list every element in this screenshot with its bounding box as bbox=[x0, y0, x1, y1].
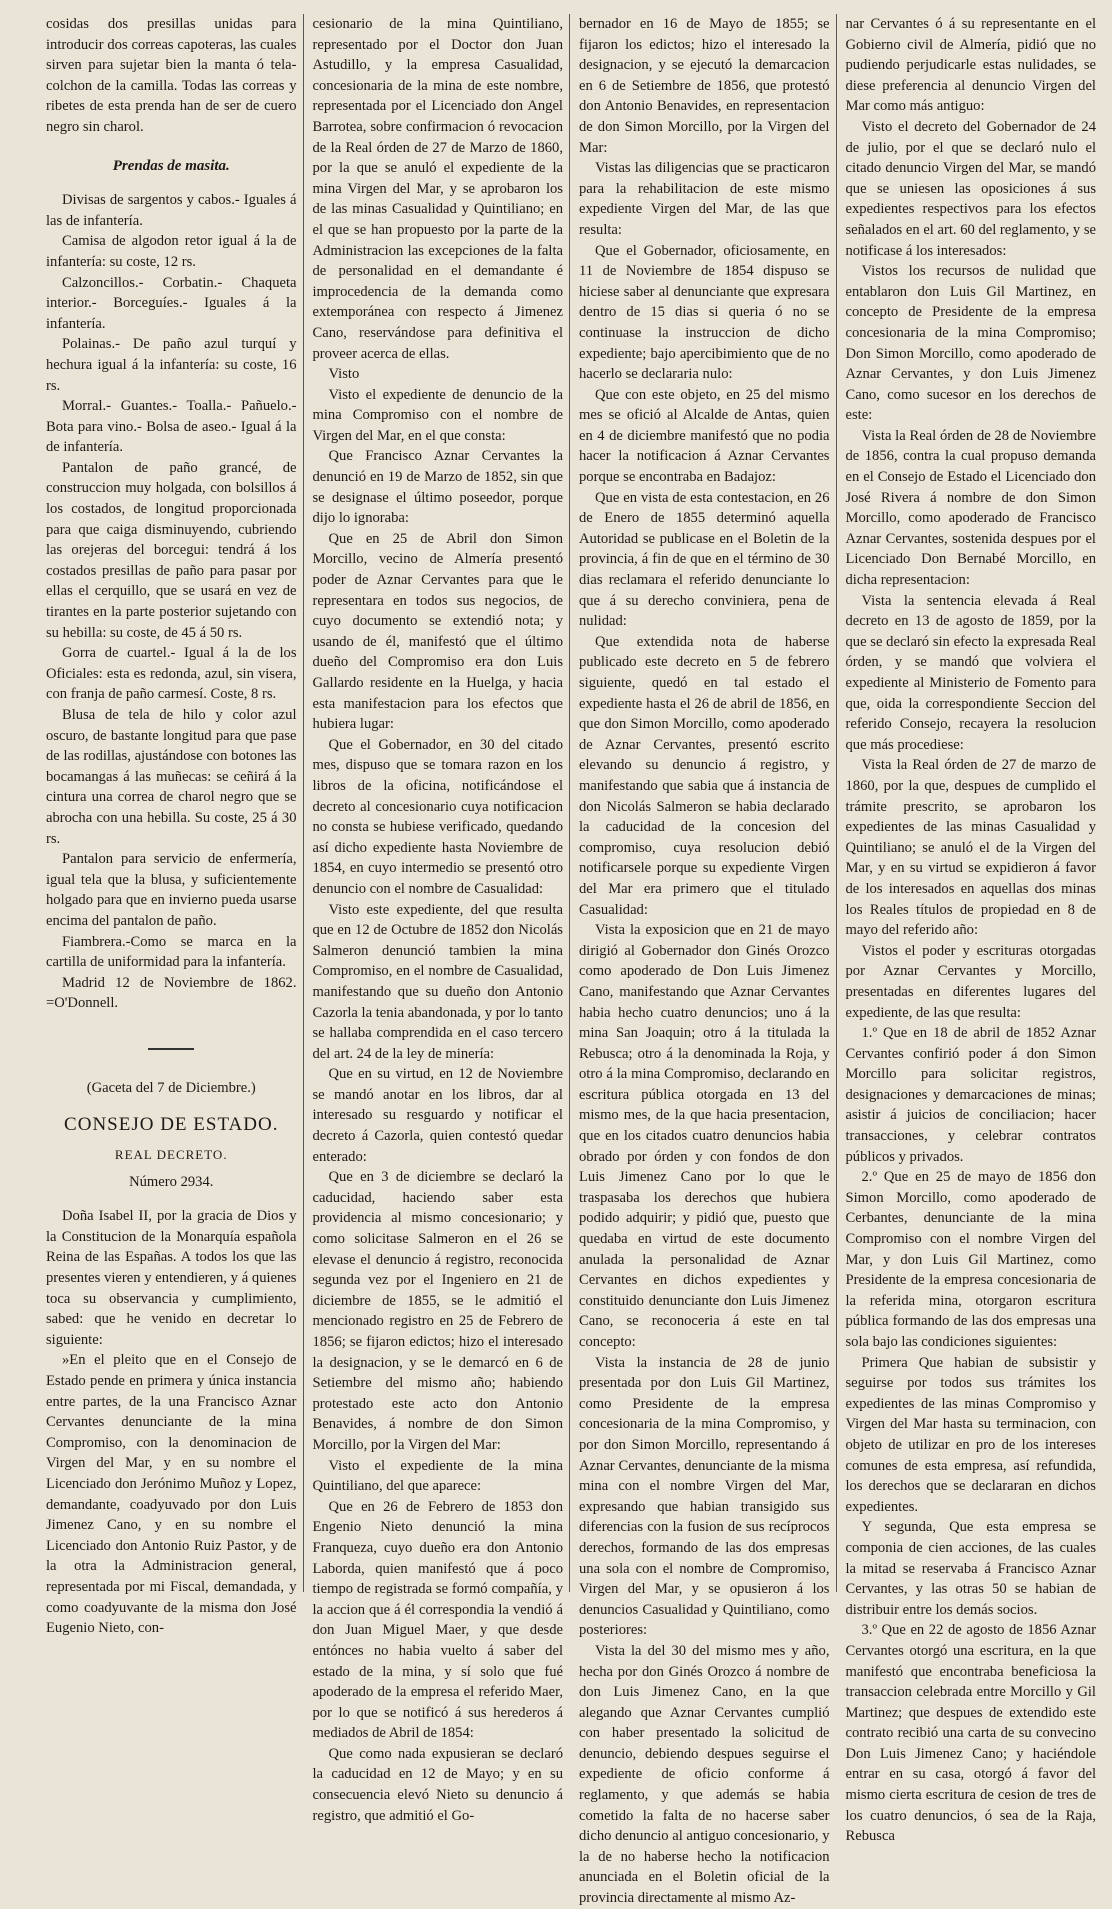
paragraph: Vista la instancia de 28 de junio presentada por don Luis Gil Martinez, como Presidente de la empresa concesionaria de la mina Compromiso, y por don Simon Morcillo, representando á Aznar Cervantes, denunciante de la misma mina con el nombre Virgen del Mar, expresando que habian transigido sus diferencias con la fusion de sus recíprocos derechos, formando de las dos empresas una sola con el nombre de Compromiso, Virgen del Mar, y se opusieron á los denuncios Casualidad y Quintiliano, como posteriores: bbox=[579, 1354, 830, 1639]
section-title: CONSEJO DE ESTADO. bbox=[64, 1113, 279, 1135]
paragraph: nar Cervantes ó á su representante en el Gobierno civil de Almería, pidió que no pudiendo perjudicarle estas nulidades, se diese preferencia al denuncio Virgen del Mar como más antiguo: bbox=[845, 16, 1096, 115]
paragraph: Visto este expediente, del que resulta que en 12 de Octubre de 1852 don Nicolás Salmeron denunció tambien la mina Compromiso, en el nombre de Casualidad, manifestando que su dueño don Antonio Cazorla la tenia abandonada, y por lo tanto se hallaba comprendida en el caso tercero del art. 24 de la ley de minería: bbox=[312, 901, 563, 1062]
paragraph: Que con este objeto, en 25 del mismo mes se ofició al Alcalde de Antas, quien en 4 de diciembre manifestó que no podia hacer la notificacion á Aznar Cervantes porque se encontraba en Badajoz: bbox=[579, 386, 830, 486]
signature-line: Madrid 12 de Noviembre de 1862. =O'Donnell. bbox=[46, 974, 297, 1012]
paragraph: cosidas dos presillas unidas para introducir dos correas capoteras, las cuales sirven para sujetar bien la manta ó tela-colchon de la camilla. Todas las correas y ribetes de esta prenda han de ser de cuero negro sin charol. bbox=[46, 16, 297, 135]
paragraph: Vistas las diligencias que se practicaron para la rehabilitacion de este mismo expediente Virgen del Mar, de las que resulta: bbox=[579, 160, 830, 238]
column-1 bbox=[46, 14, 297, 1637]
paragraph: Vista la Real órden de 28 de Noviembre de 1856, contra la cual propuso demanda en el Consejo de Estado el Licenciado don José Rivera á nombre de don Simon Morcillo, como apoderado de Francisco Aznar Cervantes, sostenida despues por el Licenciado Don Bernabé Morcillo, en dicha representacion: bbox=[845, 427, 1096, 589]
paragraph: Que el Gobernador, en 30 del citado mes, dispuso que se tomara razon en los libros de la oficina, notificándose el decreto al concesionario cuya notificacion no consta se hubiese verificado, quedando así dicho expediente hasta Noviembre de 1854, en cuyo intermedio se presentó otro denuncio con el nombre de Casualidad: bbox=[312, 736, 563, 897]
paragraph: Morral.- Guantes.- Toalla.- Pañuelo.- Bota para vino.- Bolsa de aseo.- Igual á la de infantería. bbox=[46, 398, 297, 456]
decree-number: Número 2934. bbox=[129, 1173, 214, 1190]
paragraph: 3.º Que en 22 de agosto de 1856 Aznar Cervantes otorgó una escritura, en la que manifestó que encontraba beneficiosa la transaccion celebrada entre Morcillo y Gil Martinez; que despues de extendido este contrato recibió una carta de su convecino Don Luis Jimenez Cano; y haciéndole entrar en su casa, otorgó á favor del mismo cierta escritura de cesion de tres de los cuatro denuncios, ó sea de la Raja, Rebusca bbox=[845, 1622, 1096, 1845]
gaceta-reference: (Gaceta del 7 de Diciembre.) bbox=[86, 1079, 256, 1096]
paragraph: cesionario de la mina Quintiliano, representado por el Doctor don Juan Astudillo, y la empresa Casualidad, concesionaria de la mina de este nombre, representada por el Licenciado don Angel Barrotea, sobre confirmacion ó revocacion de la Real órden de 27 de Marzo de 1860, por la que se anuló el expediente de la mina Virgen del Mar, y se aprobaron los de las minas Casualidad y Quintiliano; en el que se han propuesto por la parte de la Administracion las excepciones de la falta de personalidad en el demandante é improcedencia de la demanda como extemporánea con respecto á Jimenez Cano, reservándose para definitiva el proveer acerca de ellas. bbox=[312, 16, 563, 362]
paragraph: Que en vista de esta contestacion, en 26 de Enero de 1855 determinó aquella Autoridad se publicase en el Boletin de la provincia, á fin de que en el término de 30 dias reclamara el referido denunciante lo que á su derecho conviniera, pena de nulidad: bbox=[579, 489, 830, 630]
paragraph: Visto el expediente de denuncio de la mina Compromiso con el nombre de Virgen del Mar, en el que consta: bbox=[312, 386, 563, 444]
paragraph: Y segunda, Que esta empresa se componia de cien acciones, de las cuales la mitad se reservaba á Francisco Aznar Cervantes, y las otras 50 se habian de distribuir entre los demás socios. bbox=[845, 1519, 1096, 1618]
paragraph: Visto el decreto del Gobernador de 24 de julio, por el que se declaró nulo el citado denuncio Virgen del Mar, se mandó que se uniesen las oposiciones á sus expedientes respectivos para los efectos señalados en el art. 60 del reglamento, y se notificase á los interesados: bbox=[845, 118, 1096, 259]
paragraph: Gorra de cuartel.- Igual á la de los Oficiales: esta es redonda, azul, sin visera, con franja de paño carmesí. Coste, 8 rs. bbox=[46, 645, 297, 703]
paragraph: 2.º Que en 25 de mayo de 1856 don Simon Morcillo, como apoderado de Cerbantes, denunciante de la mina Compromiso con el nombre Virgen del Mar, y don Luis Gil Martinez, como Presidente de la empresa concesionaria de la referida mina, otorgaron escritura pública formando de las dos empresas una sola bajo las condiciones siguientes: bbox=[845, 1169, 1096, 1350]
paragraph: Que el Gobernador, oficiosamente, en 11 de Noviembre de 1854 dispuso se hiciese saber al denunciante que expresara dentro de 15 dias si queria ó no se continuase la instruccion de dicho expediente; bajo apercibimiento que de no hacerlo se declararia nulo: bbox=[579, 242, 830, 383]
paragraph: Polainas.- De paño azul turquí y hechura igual á la infantería: su coste, 16 rs. bbox=[46, 336, 297, 394]
paragraph: Vista la exposicion que en 21 de mayo dirigió al Gobernador don Ginés Orozco como apoderado de Don Luis Jimenez Cano, manifestando que Aznar Cervantes habia hecho cuatro denuncios; uno á la mina San Joaquin; otro á la titulada la Rebusca; otro á la denominada la Roja, y otro á la mina Compromiso, declarando en escritura pública otorgada en 13 del mismo mes, de la que hacia presentacion, que en los citados cuatro denuncios habia obrado por órden y con fondos de don Luis Jimenez Cano por lo que le traspasaba los derechos que hubiera podido adquirir; y pidió que, puesto que quedaba en virtud de este documento anulada la personalidad de Aznar Cervantes en dichos expedientes y constituido denunciante don Luis Jimenez Cano, se reconoceria á este en tal concepto: bbox=[579, 922, 830, 1350]
paragraph: Que en 26 de Febrero de 1853 don Engenio Nieto denunció la mina Franqueza, cuyo dueño era don Antonio Laborda, quien manifestó que á poco tiempo de registrada se formó compañía, y la accion que á él correspondia la vendió á don Juan Miguel Maer, y que desde entónces no habia vuelto á saber del estado de la mina, y sí solo que fué apoderado de la empresa el referido Maer, por lo que se notificó á sus herederos á mediados de Abril de 1854: bbox=[312, 1498, 563, 1742]
paragraph: Que en su virtud, en 12 de Noviembre se mandó anotar en los libros, dar al interesado su resguardo y notificar el decreto á Cazorla, quien contestó quedar enterado: bbox=[312, 1066, 563, 1165]
column-3 bbox=[577, 14, 830, 1907]
paragraph: Que en 3 de diciembre se declaró la caducidad, haciendo saber esta providencia al mismo concesionario; y como solicitase Salmeron en el 26 se elevase el denuncio á registro, reconocida segunda vez por el Ingeniero en 21 de diciembre de 1855, se le admitió el mencionado registro en 25 de Febrero de 1856; se fijaron edictos; hizo el interesado la designacion, y se le demarcó en 6 de Setiembre del mismo año; habiendo protestado este acto don Antonio Benavides, á nombre de don Simon Morcillo, por la Virgen del Mar: bbox=[312, 1169, 563, 1453]
section-subheading: Prendas de masita. bbox=[112, 157, 230, 174]
paragraph: Vistos el poder y escrituras otorgadas por Aznar Cervantes y Morcillo, presentadas en diferentes lugares del expediente, de las que resulta: bbox=[845, 942, 1096, 1021]
paragraph: Que Francisco Aznar Cervantes la denunció en 19 de Marzo de 1852, sin que se designase el último poseedor, porque dijo lo ignoraba: bbox=[312, 448, 563, 527]
paragraph: Divisas de sargentos y cabos.- Iguales á las de infantería. bbox=[46, 192, 297, 229]
paragraph: Calzoncillos.- Corbatin.- Chaqueta interior.- Borceguíes.- Iguales á la infantería. bbox=[46, 274, 297, 332]
paragraph: Que como nada expusieran se declaró la caducidad en 12 de Mayo; y en su consecuencia elevó Nieto su denuncio á registro, que admitió el Go- bbox=[312, 1745, 563, 1824]
paragraph: Visto el expediente de la mina Quintiliano, del que aparece: bbox=[312, 1457, 563, 1495]
paragraph: Que extendida nota de haberse publicado este decreto en 5 de febrero siguiente, quedó en tal estado el expediente hasta el 26 de abril de 1856, en que don Simon Morcillo, como apoderado de Aznar Cervantes, presentó escrito elevando su denuncio á registro, y manifestando que sabia que á instancia de don Nicolás Salmeron se habia declarado la caducidad de la concesion del compromiso, cuya resolucion debió notificarsele porque su expediente Virgen del Mar era primero que el titulado Casualidad: bbox=[579, 633, 830, 918]
paragraph: Blusa de tela de hilo y color azul oscuro, de bastante longitud para que pase de las rodillas, ajustándose con botones las bocamangas á las muñecas: se ceñirá á la cintura una correa de charol negro que se abrocha con una hebilla. Su coste, 25 á 30 rs. bbox=[46, 707, 297, 847]
paragraph: Que en 25 de Abril don Simon Morcillo, vecino de Almería presentó poder de Aznar Cervantes para que le representara en todos sus negocios, de cuyo documento se extendió nota; y usando de él, manifestó que el último dueño del Compromiso era don Luis Gallardo residente en la Huelga, y hacia esta manifestacion para los efectos que hubiera lugar: bbox=[312, 530, 563, 733]
paragraph: Visto bbox=[328, 366, 360, 383]
paragraph: 1.º Que en 18 de abril de 1852 Aznar Cervantes confirió poder á don Simon Morcillo para solicitar registros, designaciones y demarcaciones de minas; asistir á juicios de conciliacion; hacer transacciones, y celebrar contratos públicos y privados. bbox=[845, 1025, 1096, 1165]
paragraph: Vista la sentencia elevada á Real decreto en 13 de agosto de 1859, por la que se declaró sin efecto la expresada Real órden, y se mandó que volviera el expediente al Ministerio de Fomento para que, oida la correspondiente Seccion del referido Consejo, recayera la resolucion que más procediese: bbox=[845, 592, 1096, 753]
paragraph: bernador en 16 de Mayo de 1855; se fijaron los edictos; hizo el interesado la designacion, y se ejecutó la demarcacion en 6 de Setiembre de 1856, que protestó don Antonio Benavides, en representacion de don Simon Morcillo, por la Virgen del Mar: bbox=[579, 16, 830, 156]
paragraph: Doña Isabel II, por la gracia de Dios y la Constitucion de la Monarquía española Reina de las Españas. A todos los que las presentes vieren y entendieren, y á quienes toca su observancia y cumplimiento, sabed: que he venido en decretar lo siguiente: bbox=[46, 1208, 297, 1348]
paragraph: Primera Que habian de subsistir y seguirse por todos sus trámites los expedientes de las minas Compromiso y Virgen del Mar hasta su terminacion, con objeto de utilizar en pro de los intereses comunes de esta empresa, así refundida, los derechos que se declararan en dichos expedientes. bbox=[845, 1354, 1096, 1515]
column-4 bbox=[844, 14, 1097, 1845]
paragraph: Pantalon para servicio de enfermería, igual tela que la blusa, y suficientemente holgado para que en invierno pueda usarse encima del pantalon de paño. bbox=[46, 851, 297, 929]
paragraph: »En el pleito que en el Consejo de Estado pende en primera y única instancia entre partes, de la una Francisco Aznar Cervantes denunciante de la mina Compromiso, con la denominacion de Virgen del Mar, y en su nombre el Licenciado don Jerónimo Muñoz y Lopez, demandante, coadyuvado por don Luis Jimenez Cano, y en su nombre el Licenciado don Antonio Ruiz Pastor, y de la otra la Administracion general, representada por mi Fiscal, demandada, y como coadyuvante de la misma don José Eugenio Nieto, con- bbox=[46, 1352, 297, 1637]
decree-heading: REAL DECRETO. bbox=[114, 1147, 228, 1163]
paragraph: Vista la Real órden de 27 de marzo de 1860, por la que, despues de cumplido el trámite prescrito, se aprobaron los expedientes de las minas Casualidad y Quintiliano; se anuló el de la Virgen del Mar, y en su virtud se expidieron á favor de los interesados en aquellas dos minas los Reales títulos de propiedad en 8 de mayo del referido año: bbox=[845, 757, 1096, 939]
separator bbox=[46, 1040, 297, 1058]
paragraph: Vista la del 30 del mismo mes y año, hecha por don Ginés Orozco á nombre de don Luis Jimenez Cano, en la que alegando que Aznar Cervantes cumplió con haber presentado la solicitud de denuncio, debiendo despues seguirse el expediente de oficio conforme á reglamento, y que además se habia cometido la falta de no hacerse saber dicho denuncio al antiguo concesionario, y la de no haberse hecho la notificacion anunciada en el Boletin oficial de la provincia directamente al mismo Az- bbox=[579, 1642, 830, 1907]
paragraph: Pantalon de paño grancé, de construccion muy holgada, con bolsillos á los costados, de longitud proporcionada para que caiga disminuyendo, cubriendo las orejeras del borcegui: tendrá á los costados presillas de paño para pasar por ellas el cerquillo, que se usará en vez de tirantes en la parte posterior sujetando con su hebilla: su coste, de 45 á 50 rs. bbox=[46, 459, 297, 641]
paragraph: Camisa de algodon retor igual á la de infantería: su coste, 12 rs. bbox=[46, 233, 297, 270]
column-2 bbox=[311, 14, 564, 1824]
paragraph: Vistos los recursos de nulidad que entablaron don Luis Gil Martinez, en concepto de Presidente de la empresa concesionaria de la mina Compromiso; Don Simon Morcillo, como apoderado de Aznar Cervantes, y don Luis Jimenez Cano, como sucesor en los derechos de este: bbox=[845, 263, 1096, 424]
paragraph: Fiambrera.-Como se marca en la cartilla de uniformidad para la infantería. bbox=[46, 933, 297, 971]
